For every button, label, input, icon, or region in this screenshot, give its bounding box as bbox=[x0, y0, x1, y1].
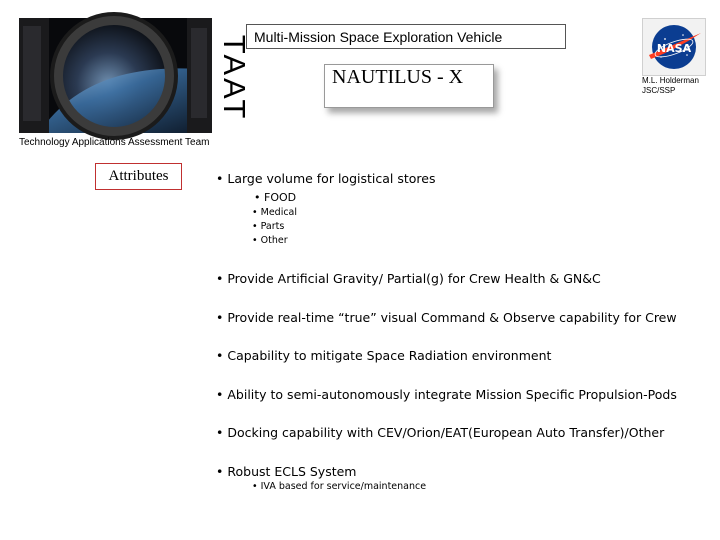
sub-bullet-parts: • Parts bbox=[252, 221, 284, 232]
nasa-logo bbox=[642, 18, 706, 76]
vehicle-title: Multi-Mission Space Exploration Vehicle bbox=[246, 24, 566, 49]
author-name: M.L. Holderman bbox=[642, 76, 699, 85]
author-org: JSC/SSP bbox=[642, 86, 676, 95]
bullet-artificial-gravity: • Provide Artificial Gravity/ Partial(g) for Crew Health & GN&C bbox=[216, 271, 601, 286]
bullet-space-radiation: • Capability to mitigate Space Radiation environment bbox=[216, 348, 551, 363]
bullet-logistical-stores: • Large volume for logistical stores bbox=[216, 171, 435, 186]
space-window-image bbox=[19, 18, 212, 133]
bullet-propulsion-pods: • Ability to semi-autonomously integrate Mission Specific Propulsion-Pods bbox=[216, 387, 677, 402]
sub-bullet-medical: • Medical bbox=[252, 207, 297, 218]
bullet-visual-command: • Provide real-time “true” visual Command & Observe capability for Crew bbox=[216, 310, 677, 325]
sub-bullet-other: • Other bbox=[252, 235, 288, 246]
bullet-ecls-system: • Robust ECLS System bbox=[216, 464, 357, 479]
team-caption: Technology Applications Assessment Team bbox=[19, 137, 210, 148]
attributes-label: Attributes bbox=[95, 163, 182, 190]
sub-bullet-food: • FOOD bbox=[254, 191, 296, 204]
author-credit bbox=[642, 76, 699, 96]
vehicle-name: NAUTILUS - X bbox=[324, 64, 494, 108]
taat-vertical-title bbox=[196, 22, 252, 134]
svg-text:TAAT: TAAT bbox=[217, 34, 252, 122]
sub-bullet-iva: • IVA based for service/maintenance bbox=[252, 481, 426, 492]
svg-text:NASA: NASA bbox=[656, 42, 692, 55]
bullet-docking-capability: • Docking capability with CEV/Orion/EAT(European Auto Transfer)/Other bbox=[216, 425, 664, 440]
